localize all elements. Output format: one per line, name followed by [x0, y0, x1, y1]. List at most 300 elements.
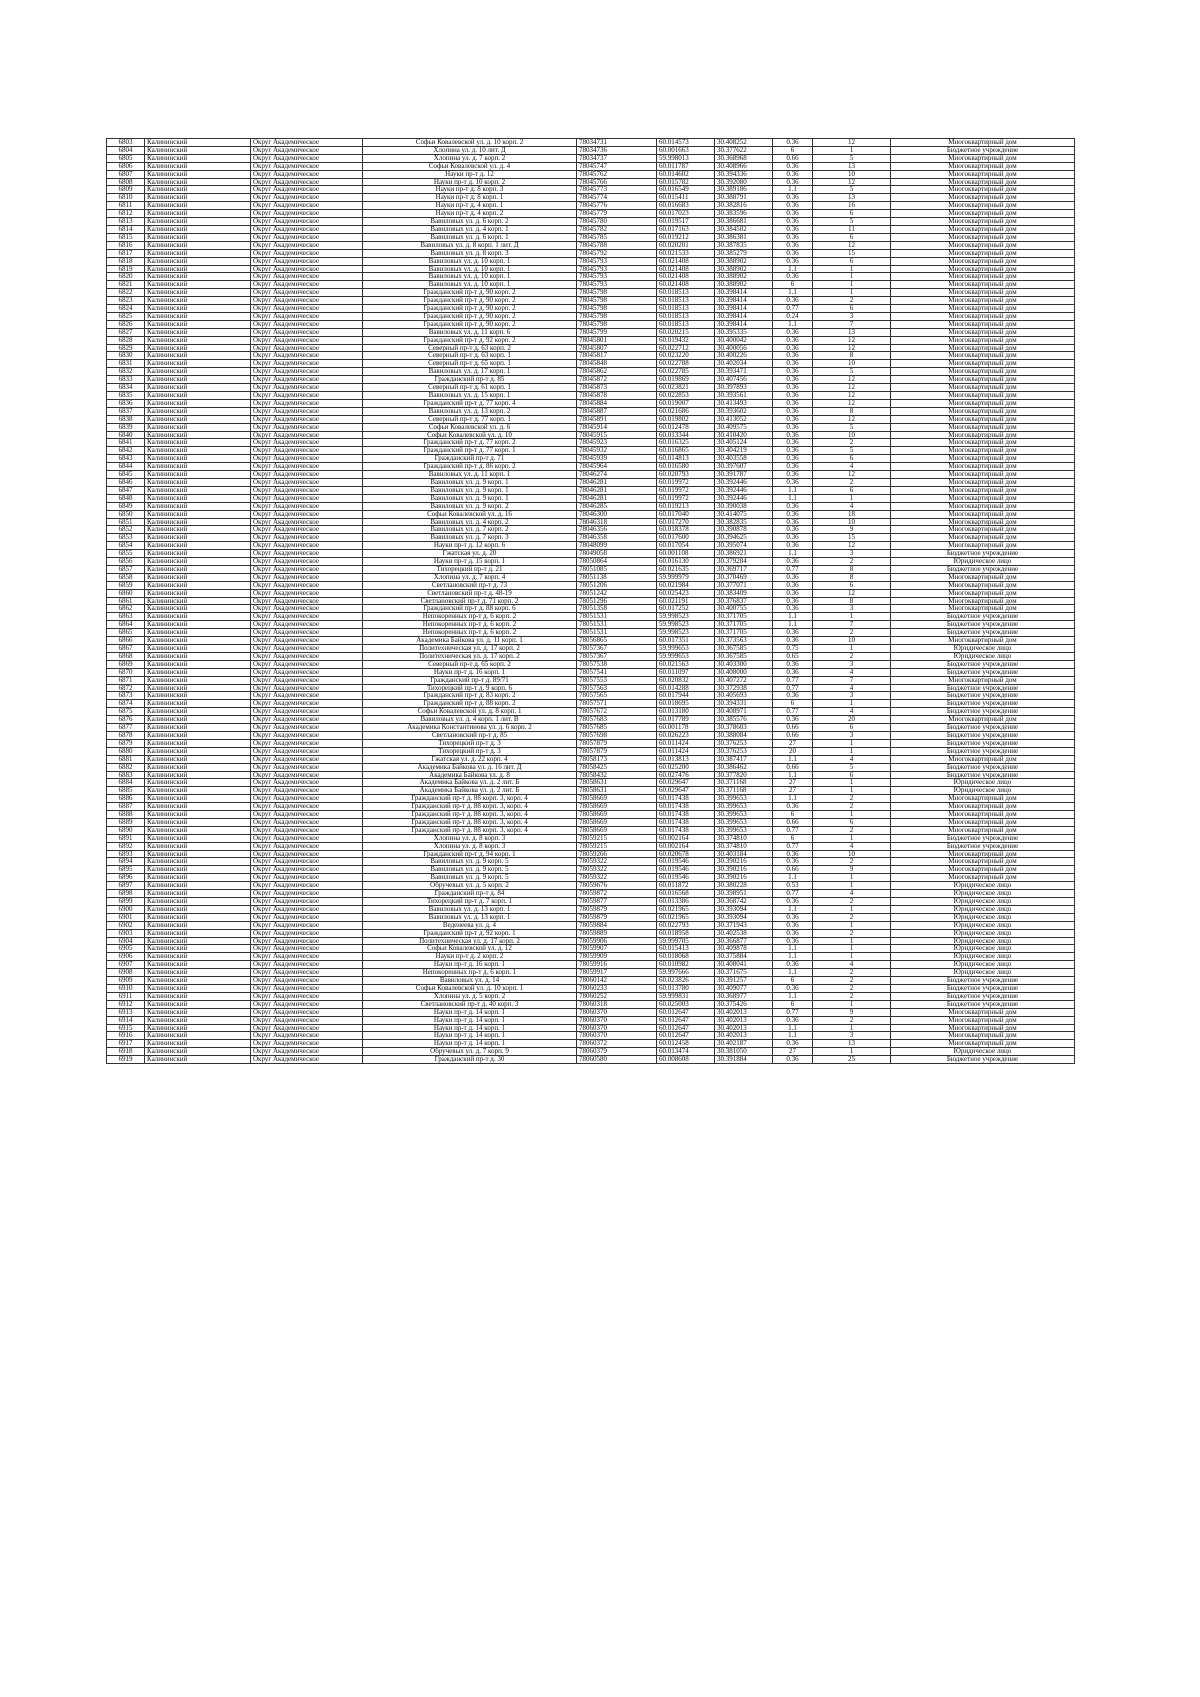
cell-municipal-okrug: Округ Академическое [251, 858, 363, 866]
cell-municipal-okrug: Округ Академическое [251, 463, 363, 471]
cell-object-type: Бюджетное учреждение [891, 629, 1075, 637]
cell-address: Науки пр-т д. 10 корп. 2 [363, 178, 577, 186]
cell-latitude: 60.017600 [657, 534, 715, 542]
cell-object-type: Многоквартирный дом [891, 502, 1075, 510]
cell-row-number: 6816 [107, 241, 145, 249]
cell-address: Вавиловых ул. д. 9 корп. 5 [363, 874, 577, 882]
cell-latitude: 60.017789 [657, 716, 715, 724]
cell-value: 0.36 [773, 605, 813, 613]
cell-district: Калининский [145, 668, 251, 676]
cell-municipal-okrug: Округ Академическое [251, 447, 363, 455]
cell-object-type: Многоквартирный дом [891, 803, 1075, 811]
cell-value: 1.1 [773, 1024, 813, 1032]
cell-district: Калининский [145, 328, 251, 336]
cell-value: 0.77 [773, 676, 813, 684]
cell-value: 0.36 [773, 668, 813, 676]
cell-count: 6 [813, 486, 891, 494]
cell-object-code: 78058425 [577, 763, 657, 771]
cell-longitude: 30.403558 [715, 455, 773, 463]
cell-count: 5 [813, 218, 891, 226]
cell-district: Калининский [145, 700, 251, 708]
cell-municipal-okrug: Округ Академическое [251, 1024, 363, 1032]
cell-municipal-okrug: Округ Академическое [251, 779, 363, 787]
cell-value: 1.1 [773, 494, 813, 502]
cell-object-type: Многоквартирный дом [891, 186, 1075, 194]
table-row [107, 218, 1075, 226]
cell-object-type: Многоквартирный дом [891, 170, 1075, 178]
cell-count: 6 [813, 724, 891, 732]
cell-count: 12 [813, 542, 891, 550]
cell-municipal-okrug: Округ Академическое [251, 850, 363, 858]
cell-row-number: 6877 [107, 724, 145, 732]
table-row [107, 186, 1075, 194]
cell-object-type: Многоквартирный дом [891, 376, 1075, 384]
cell-object-type: Бюджетное учреждение [891, 621, 1075, 629]
cell-district: Калининский [145, 273, 251, 281]
cell-longitude: 30.389186 [715, 186, 773, 194]
cell-municipal-okrug: Округ Академическое [251, 645, 363, 653]
cell-object-type: Многоквартирный дом [891, 352, 1075, 360]
cell-count: 7 [813, 320, 891, 328]
cell-object-code: 78059877 [577, 898, 657, 906]
cell-latitude: 60.016683 [657, 202, 715, 210]
table-row [107, 210, 1075, 218]
table-row [107, 581, 1075, 589]
cell-municipal-okrug: Округ Академическое [251, 842, 363, 850]
cell-object-code: 78045798 [577, 320, 657, 328]
cell-object-code: 78045932 [577, 447, 657, 455]
cell-row-number: 6843 [107, 455, 145, 463]
cell-value: 0.77 [773, 842, 813, 850]
table-row [107, 439, 1075, 447]
cell-address: Вавиловых ул. д. 10 корп. 1 [363, 281, 577, 289]
cell-latitude: 60.019517 [657, 218, 715, 226]
cell-address: Непокоренных пр-т д. 6 корп. 2 [363, 629, 577, 637]
cell-longitude: 30.392080 [715, 178, 773, 186]
cell-address: Гражданский пр-т д. 88 корп. 6 [363, 605, 577, 613]
cell-count: 1 [813, 1000, 891, 1008]
cell-address: Гражданский пр-т д. 92 корп. 2 [363, 336, 577, 344]
cell-object-code: 78059872 [577, 890, 657, 898]
cell-object-type: Многоквартирный дом [891, 210, 1075, 218]
cell-object-type: Юридическое лицо [891, 882, 1075, 890]
cell-count: 6 [813, 305, 891, 313]
cell-latitude: 60.019972 [657, 494, 715, 502]
cell-row-number: 6872 [107, 684, 145, 692]
cell-address: Науки пр-т д. 14 корп. 1 [363, 1016, 577, 1024]
cell-longitude: 30.385576 [715, 716, 773, 724]
cell-value: 0.36 [773, 929, 813, 937]
cell-count: 8 [813, 597, 891, 605]
cell-longitude: 30.368968 [715, 154, 773, 162]
cell-longitude: 30.376253 [715, 747, 773, 755]
cell-object-code: 78046318 [577, 518, 657, 526]
cell-latitude: 60.015413 [657, 945, 715, 953]
table-row [107, 320, 1075, 328]
cell-district: Калининский [145, 787, 251, 795]
cell-object-type: Многоквартирный дом [891, 597, 1075, 605]
cell-object-code: 78058631 [577, 779, 657, 787]
cell-longitude: 30.375426 [715, 1000, 773, 1008]
cell-address: Вавиловых ул. д. 4 корп. 1 [363, 225, 577, 233]
cell-longitude: 30.402013 [715, 1024, 773, 1032]
cell-row-number: 6898 [107, 890, 145, 898]
cell-latitude: 60.017163 [657, 225, 715, 233]
cell-address: Северный пр-т д. 65 корп. 2 [363, 660, 577, 668]
cell-longitude: 30.414075 [715, 510, 773, 518]
cell-row-number: 6917 [107, 1040, 145, 1048]
cell-address: Гражданский пр-т д. 77 корп. 1 [363, 447, 577, 455]
cell-municipal-okrug: Округ Академическое [251, 178, 363, 186]
cell-municipal-okrug: Округ Академическое [251, 455, 363, 463]
cell-object-code: 78045923 [577, 439, 657, 447]
table-row [107, 558, 1075, 566]
cell-longitude: 30.402013 [715, 1016, 773, 1024]
cell-district: Калининский [145, 984, 251, 992]
cell-longitude: 30.398414 [715, 297, 773, 305]
table-row [107, 676, 1075, 684]
cell-object-type: Бюджетное учреждение [891, 565, 1075, 573]
cell-count: 1 [813, 937, 891, 945]
cell-count: 12 [813, 336, 891, 344]
cell-row-number: 6896 [107, 874, 145, 882]
cell-municipal-okrug: Округ Академическое [251, 755, 363, 763]
cell-row-number: 6821 [107, 281, 145, 289]
cell-value: 0.36 [773, 218, 813, 226]
cell-object-code: 78059889 [577, 929, 657, 937]
cell-district: Калининский [145, 399, 251, 407]
cell-value: 0.36 [773, 510, 813, 518]
cell-latitude: 60.017438 [657, 818, 715, 826]
cell-row-number: 6912 [107, 1000, 145, 1008]
cell-object-code: 78060370 [577, 1024, 657, 1032]
cell-count: 12 [813, 392, 891, 400]
table-row [107, 178, 1075, 186]
cell-address: Гражданский пр-т д. 94 корп. 1 [363, 850, 577, 858]
cell-object-code: 78057367 [577, 645, 657, 653]
cell-latitude: 60.017252 [657, 605, 715, 613]
cell-object-type: Многоквартирный дом [891, 392, 1075, 400]
table-row [107, 898, 1075, 906]
cell-value: 0.36 [773, 471, 813, 479]
cell-object-type: Многоквартирный дом [891, 407, 1075, 415]
cell-district: Калининский [145, 945, 251, 953]
cell-count: 10 [813, 518, 891, 526]
cell-address: Светлановский пр-т д. 48-19 [363, 589, 577, 597]
cell-district: Калининский [145, 755, 251, 763]
cell-count: 10 [813, 431, 891, 439]
cell-longitude: 30.367585 [715, 645, 773, 653]
cell-latitude: 60.022788 [657, 360, 715, 368]
cell-district: Калининский [145, 439, 251, 447]
cell-district: Калининский [145, 146, 251, 154]
cell-row-number: 6919 [107, 1056, 145, 1064]
cell-latitude: 60.019869 [657, 376, 715, 384]
cell-count: 13 [813, 328, 891, 336]
cell-value: 0.36 [773, 937, 813, 945]
cell-value: 0.36 [773, 455, 813, 463]
cell-object-code: 78059879 [577, 913, 657, 921]
cell-address: Науки пр-т д. 14 корп. 1 [363, 1024, 577, 1032]
cell-longitude: 30.376837 [715, 597, 773, 605]
cell-row-number: 6897 [107, 882, 145, 890]
cell-district: Калининский [145, 645, 251, 653]
table-row [107, 565, 1075, 573]
cell-count: 1 [813, 700, 891, 708]
cell-municipal-okrug: Округ Академическое [251, 312, 363, 320]
cell-object-type: Многоквартирный дом [891, 431, 1075, 439]
cell-municipal-okrug: Округ Академическое [251, 637, 363, 645]
cell-value: 0.36 [773, 392, 813, 400]
table-row [107, 328, 1075, 336]
cell-district: Калининский [145, 249, 251, 257]
cell-count: 5 [813, 368, 891, 376]
cell-object-code: 78045878 [577, 392, 657, 400]
cell-object-code: 78048099 [577, 542, 657, 550]
cell-value: 0.77 [773, 826, 813, 834]
cell-count: 2 [813, 478, 891, 486]
cell-longitude: 30.383596 [715, 210, 773, 218]
cell-row-number: 6903 [107, 929, 145, 937]
cell-object-type: Юридическое лицо [891, 913, 1075, 921]
cell-count: 2 [813, 969, 891, 977]
cell-object-type: Бюджетное учреждение [891, 668, 1075, 676]
cell-longitude: 30.407456 [715, 376, 773, 384]
cell-value: 1.1 [773, 905, 813, 913]
cell-count: 2 [813, 1016, 891, 1024]
cell-row-number: 6883 [107, 771, 145, 779]
cell-district: Калининский [145, 795, 251, 803]
cell-row-number: 6846 [107, 478, 145, 486]
cell-longitude: 30.398951 [715, 890, 773, 898]
cell-longitude: 30.392446 [715, 494, 773, 502]
cell-value: 0.77 [773, 890, 813, 898]
cell-longitude: 30.400042 [715, 336, 773, 344]
cell-row-number: 6825 [107, 312, 145, 320]
cell-municipal-okrug: Округ Академическое [251, 818, 363, 826]
cell-municipal-okrug: Округ Академическое [251, 439, 363, 447]
table-row [107, 368, 1075, 376]
cell-object-code: 78058669 [577, 803, 657, 811]
cell-longitude: 30.400056 [715, 344, 773, 352]
cell-object-code: 78059322 [577, 858, 657, 866]
cell-address: Гражданский пр-т д. 88 корп. 3, корп. 4 [363, 803, 577, 811]
cell-latitude: 60.018513 [657, 312, 715, 320]
cell-row-number: 6918 [107, 1048, 145, 1056]
cell-object-code: 78051138 [577, 573, 657, 581]
cell-longitude: 30.374810 [715, 834, 773, 842]
cell-object-type: Многоквартирный дом [891, 542, 1075, 550]
cell-object-type: Многоквартирный дом [891, 589, 1075, 597]
cell-row-number: 6905 [107, 945, 145, 953]
cell-count: 16 [813, 202, 891, 210]
cell-latitude: 60.021191 [657, 597, 715, 605]
cell-value: 0.77 [773, 708, 813, 716]
cell-value: 1.1 [773, 186, 813, 194]
cell-object-code: 78057553 [577, 676, 657, 684]
cell-count: 2 [813, 992, 891, 1000]
cell-municipal-okrug: Округ Академическое [251, 368, 363, 376]
cell-address: Науки пр-т д. 16 корп. 1 [363, 961, 577, 969]
cell-municipal-okrug: Округ Академическое [251, 913, 363, 921]
cell-object-code: 78059676 [577, 882, 657, 890]
cell-value: 0.77 [773, 1008, 813, 1016]
cell-value: 0.65 [773, 652, 813, 660]
cell-row-number: 6894 [107, 858, 145, 866]
cell-municipal-okrug: Округ Академическое [251, 360, 363, 368]
cell-latitude: 60.021408 [657, 273, 715, 281]
cell-latitude: 60.022793 [657, 921, 715, 929]
cell-count: 7 [813, 676, 891, 684]
cell-district: Калининский [145, 724, 251, 732]
cell-address: Обручевых ул. д. 7 корп. 9 [363, 1048, 577, 1056]
cell-object-code: 78045891 [577, 415, 657, 423]
cell-value: 0.36 [773, 858, 813, 866]
cell-longitude: 30.371943 [715, 921, 773, 929]
cell-latitude: 60.017438 [657, 803, 715, 811]
table-row [107, 550, 1075, 558]
cell-longitude: 30.398414 [715, 312, 773, 320]
cell-latitude: 60.019802 [657, 415, 715, 423]
cell-municipal-okrug: Округ Академическое [251, 771, 363, 779]
table-row [107, 534, 1075, 542]
cell-district: Калининский [145, 747, 251, 755]
cell-address: Гжатская ул. д. 20 [363, 550, 577, 558]
cell-district: Калининский [145, 526, 251, 534]
cell-district: Калининский [145, 241, 251, 249]
cell-municipal-okrug: Округ Академическое [251, 890, 363, 898]
cell-value: 0.36 [773, 921, 813, 929]
cell-district: Калининский [145, 684, 251, 692]
cell-object-code: 78046281 [577, 478, 657, 486]
cell-municipal-okrug: Округ Академическое [251, 399, 363, 407]
cell-latitude: 60.020201 [657, 241, 715, 249]
table-row [107, 1016, 1075, 1024]
cell-count: 4 [813, 961, 891, 969]
cell-count: 1 [813, 1024, 891, 1032]
cell-longitude: 30.402013 [715, 1032, 773, 1040]
table-row [107, 265, 1075, 273]
cell-longitude: 30.380228 [715, 882, 773, 890]
cell-value: 0.36 [773, 502, 813, 510]
cell-object-code: 78057367 [577, 652, 657, 660]
cell-row-number: 6839 [107, 423, 145, 431]
cell-district: Калининский [145, 937, 251, 945]
cell-district: Калининский [145, 613, 251, 621]
cell-object-type: Бюджетное учреждение [891, 771, 1075, 779]
cell-latitude: 60.020832 [657, 676, 715, 684]
cell-count: 1 [813, 834, 891, 842]
cell-longitude: 30.408252 [715, 139, 773, 147]
cell-object-code: 78059916 [577, 961, 657, 969]
cell-latitude: 60.025003 [657, 1000, 715, 1008]
cell-address: Вавиловых ул. д. 9 корп. 1 [363, 486, 577, 494]
cell-longitude: 30.397893 [715, 384, 773, 392]
table-row [107, 423, 1075, 431]
table-row [107, 399, 1075, 407]
cell-count: 5 [813, 423, 891, 431]
cell-latitude: 60.019546 [657, 866, 715, 874]
cell-count: 5 [813, 186, 891, 194]
cell-address: Софьи Ковалевской ул. д. 12 [363, 945, 577, 953]
cell-longitude: 30.408000 [715, 668, 773, 676]
cell-value: 0.36 [773, 463, 813, 471]
cell-object-code: 78060252 [577, 992, 657, 1000]
cell-address: Вавиловых ул. д. 10 корп. 1 [363, 257, 577, 265]
cell-address: Науки пр-т д. 12 корп. 6 [363, 542, 577, 550]
cell-object-type: Бюджетное учреждение [891, 984, 1075, 992]
cell-district: Калининский [145, 692, 251, 700]
cell-latitude: 60.011424 [657, 747, 715, 755]
cell-district: Калининский [145, 471, 251, 479]
cell-municipal-okrug: Округ Академическое [251, 352, 363, 360]
table-row [107, 858, 1075, 866]
cell-address: Науки пр-т д. 14 корп. 1 [363, 1008, 577, 1016]
cell-latitude: 60.023821 [657, 384, 715, 392]
cell-object-code: 78045817 [577, 352, 657, 360]
cell-latitude: 60.017023 [657, 210, 715, 218]
cell-longitude: 30.400755 [715, 605, 773, 613]
table-row [107, 842, 1075, 850]
table-row [107, 1048, 1075, 1056]
cell-object-code: 78051242 [577, 589, 657, 597]
cell-address: Вавиловых ул. д. 6 корп. 1 [363, 233, 577, 241]
cell-row-number: 6849 [107, 502, 145, 510]
cell-municipal-okrug: Округ Академическое [251, 423, 363, 431]
cell-count: 15 [813, 249, 891, 257]
cell-object-code: 78057563 [577, 684, 657, 692]
cell-object-type: Бюджетное учреждение [891, 731, 1075, 739]
cell-value: 0.36 [773, 573, 813, 581]
cell-longitude: 30.371675 [715, 969, 773, 977]
cell-municipal-okrug: Округ Академическое [251, 905, 363, 913]
cell-latitude: 60.020793 [657, 471, 715, 479]
table-row [107, 471, 1075, 479]
cell-district: Калининский [145, 194, 251, 202]
cell-municipal-okrug: Округ Академическое [251, 700, 363, 708]
cell-object-type: Многоквартирный дом [891, 455, 1075, 463]
cell-address: Гражданский пр-т д. 84 [363, 890, 577, 898]
cell-row-number: 6900 [107, 905, 145, 913]
cell-latitude: 60.023826 [657, 977, 715, 985]
cell-value: 0.36 [773, 328, 813, 336]
table-row [107, 692, 1075, 700]
cell-object-code: 78058669 [577, 818, 657, 826]
cell-address: Вавиловых ул. д. 6 корп. 2 [363, 218, 577, 226]
cell-latitude: 60.017040 [657, 510, 715, 518]
cell-address: Вавиловых ул. д. 7 корп. 2 [363, 526, 577, 534]
cell-municipal-okrug: Округ Академическое [251, 1040, 363, 1048]
cell-value: 6 [773, 811, 813, 819]
cell-value: 0.36 [773, 581, 813, 589]
cell-row-number: 6855 [107, 550, 145, 558]
cell-address: Науки пр-т д. 8 корп. 3 [363, 186, 577, 194]
cell-latitude: 60.025423 [657, 589, 715, 597]
cell-object-code: 78059884 [577, 921, 657, 929]
cell-object-code: 78045780 [577, 218, 657, 226]
cell-longitude: 30.403184 [715, 850, 773, 858]
cell-municipal-okrug: Округ Академическое [251, 202, 363, 210]
cell-address: Науки пр-т д. 2 корп. 2 [363, 953, 577, 961]
cell-object-code: 78058669 [577, 811, 657, 819]
cell-row-number: 6864 [107, 621, 145, 629]
cell-district: Калининский [145, 921, 251, 929]
cell-value: 0.36 [773, 297, 813, 305]
cell-district: Калининский [145, 542, 251, 550]
cell-value: 1.1 [773, 289, 813, 297]
cell-latitude: 60.019546 [657, 858, 715, 866]
cell-count: 8 [813, 573, 891, 581]
